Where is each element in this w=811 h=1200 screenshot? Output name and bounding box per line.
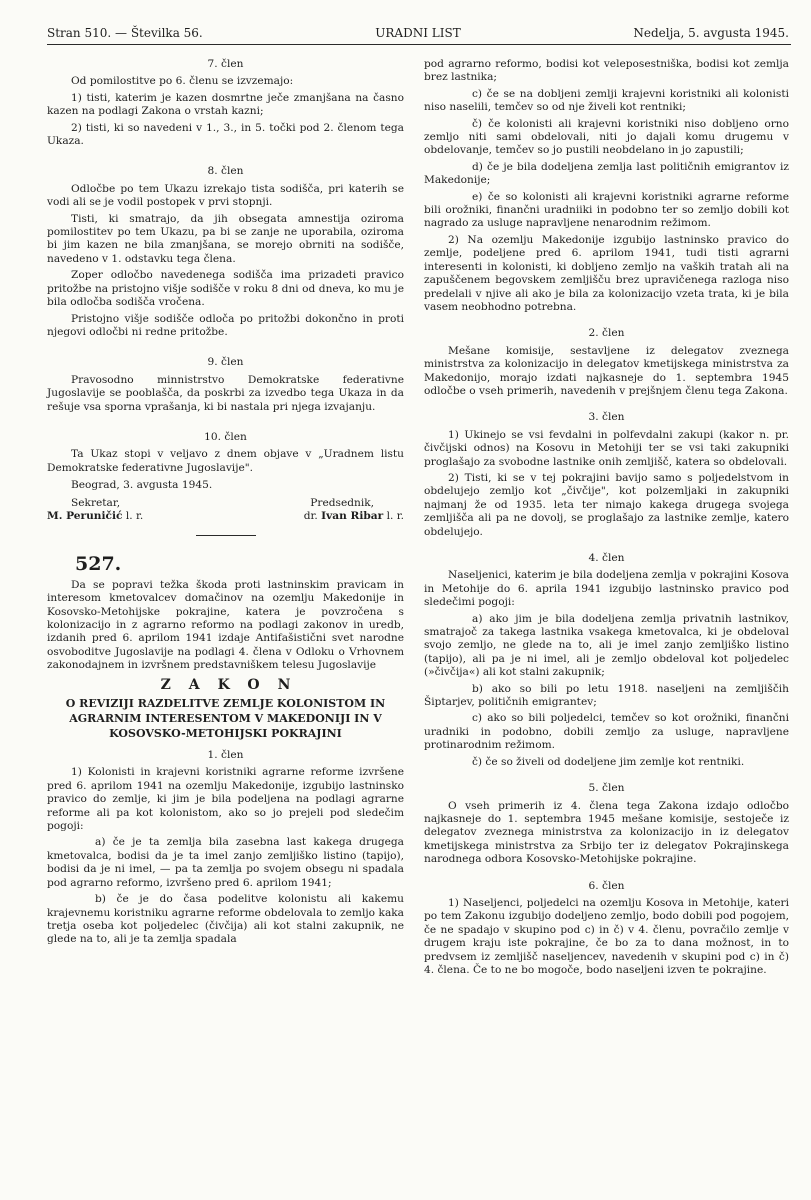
president-signature bbox=[304, 510, 404, 523]
article-1-item-d: d) če je bila dodeljena zemlja last političnih emigrantov iz Makedonije; bbox=[424, 160, 789, 187]
act-number: 527. bbox=[75, 553, 122, 576]
article-1-para-2: 2) Na ozemlju Makedonije izgubijo lastninsko pravico do zemlje, podeljene pred 6. aprilom 1941, tudi tisti agrarni interesenti in kolonisti, ki dobljeno zemljo na vaških tratah ali na zapuščenem begovskem zemljišču brez upravičenega razloga niso predelali v njive ali ako je bila za kolonizacijo vzeta trata, ki je bila vasem neobhodno potrebna. bbox=[424, 233, 789, 313]
article-10-title: 10. člen bbox=[204, 430, 247, 443]
article-6-para-1: 1) Naseljenci, poljedelci na ozemlju Kosova in Metohije, kateri po tem Zakonu izgubijo dodeljeno zemljo, bodo dobili pod pogojem, če ne spadajo v skupino pod c) in č) v 4. členu, povračilo zemlje v drugem kraju iste pokrajine, če bo za to dana možnost, in to predvsem iz zemljišč naseljencev, navedenih v skupini pod c) in č) 4. člena. Če to ne bo mogoče, bodo naseljeni izven te pokrajine. bbox=[424, 896, 789, 976]
president-prefix: dr. bbox=[303, 509, 322, 522]
page-number-issue: Stran 510. — Številka 56. bbox=[47, 26, 203, 40]
article-8-title: 8. člen bbox=[207, 165, 244, 178]
article-1-title: 1. člen bbox=[207, 749, 244, 762]
president-name: Ivan Ribar bbox=[321, 509, 384, 522]
article-1-item-a: a) če je ta zemlja bila zasebna last kakega drugega kmetovalca, bodisi da je ta imel zanjo zemljiško listino (tapijo), bodisi da je ni imel, — pa ta zemlja po svojem obsegu ni spadala pod agrarno reformo, izvršeno pred 6. aprilom 1941; bbox=[47, 836, 404, 889]
article-5-para-1: O vseh primerih iz 4. člena tega Zakona izdajo odločbo najkasneje do 1. septembra 1945 mešane komisije, sestoječe iz delegatov zveznega ministrstva za kolonizacijo in iz delegatov kmetijskega ministrstva za Srbijo ter iz delegatov Pokrajinskega narodnega odbora Kosovsko-Metohijske pokrajine. bbox=[424, 799, 789, 866]
article-1-item-b: b) če je do časa podelitve kolonistu ali kakemu krajevnemu koristniku agrarne reforme obdelovala to zemljo kaka tretja oseba kot poljedelec (čivčija) ali kot stalni zakupnik, ne glede na to, ali je ta zemlja spadala bbox=[47, 893, 404, 946]
article-5-title: 5. člen bbox=[588, 782, 625, 795]
signature-names bbox=[47, 510, 404, 523]
article-8-para-4: Pristojno višje sodišče odloča po pritožbi dokončno in proti njegovi odločbi ni redne pritožbe. bbox=[47, 312, 404, 338]
article-4-intro: Naseljenici, katerim je bila dodeljena zemlja v pokrajini Kosova in Metohije do 6. aprila 1941 izgubijo lastninsko pravico pod sledečimi pogoji: bbox=[424, 569, 789, 609]
secretary-signature bbox=[47, 510, 143, 523]
article-7-title: 7. člen bbox=[207, 58, 244, 70]
secretary-suffix: l. r. bbox=[122, 509, 144, 522]
article-6-title: 6. člen bbox=[588, 879, 625, 892]
article-1-item-e: e) če so kolonisti ali krajevni koristniki agrarne reforme bili orožniki, finančni uradniiki in podobno ter so zemljo dobili kot nagrado za usluge napravljene nenarodnim režimom. bbox=[424, 190, 789, 230]
article-1-item-cc: č) če kolonisti ali krajevni koristniki niso dobljeno orno zemljo niti sami obdelovali, niti jo dajali komu drugemu v obdelovanje, temčev so jo pustili neobdelano in jo zapustili; bbox=[424, 117, 789, 157]
article-7-intro: Od pomilostitve po 6. členu se izvzemajo: bbox=[71, 75, 294, 88]
article-1-para-1: 1) Kolonisti in krajevni koristniki agrarne reforme izvršene pred 6. aprilom 1941 na ozemlju Makedonije, izgubijo lastninsko pravico do zemlje, ki jim je bila podeljena na podlagi agrarne reforme ali pa kot kolonistom, ako so jo prejeli pod sledečim pogoji: bbox=[47, 766, 404, 833]
page-header bbox=[47, 24, 789, 42]
article-3-title: 3. člen bbox=[588, 411, 625, 424]
article-4-item-cc: č) če so živeli od dodeljene jim zemlje kot rentniki. bbox=[472, 755, 745, 768]
president-suffix: l. r. bbox=[383, 509, 404, 522]
header-rule bbox=[47, 44, 791, 45]
article-4-title: 4. člen bbox=[588, 552, 625, 564]
article-4-item-a: a) ako jim je bila dodeljena zemlja privatnih lastnikov, smatrajoč za takega lastnika vsakega kmetovalca, ki je obdeloval svojo zemljo, ne glede na to, ali je imel zanjo zemljiško listino (tapijo), ali pa je ni imel, ali je zemljo obdeloval kot poljedelec (»čivčija«) ali kot stalni zakupnik; bbox=[424, 612, 789, 679]
place-date: Beograd, 3. avgusta 1945. bbox=[71, 479, 213, 492]
article-1-item-c: c) če se na dobljeni zemlji krajevni koristniki ali kolonisti niso naselili, temčev so od nje živeli kot rentniki; bbox=[424, 87, 789, 114]
publication-title: URADNI LIST bbox=[375, 26, 461, 40]
article-9-title: 9. člen bbox=[207, 356, 244, 369]
left-column bbox=[47, 58, 404, 950]
right-column bbox=[424, 58, 789, 980]
zakon-title: O REVIZIJI RAZDELITVE ZEMLJE KOLONISTOM IN AGRARNIM INTERESENTOM V MAKEDONIJI IN V KOSOVSKO-METOHIJSKI POKRAJINI bbox=[65, 697, 386, 741]
president-role: Predsednik, bbox=[310, 496, 374, 509]
signature-roles bbox=[47, 497, 404, 510]
secretary-name: M. Peruničić bbox=[47, 509, 123, 522]
article-10-para-1: Ta Ukaz stopi v veljavo z dnem objave v „Uradnem listu Demokratske federativne Jugoslavije". bbox=[47, 448, 404, 474]
article-4-item-b: b) ako so bili po letu 1918. naseljeni na zemljiščih Šiptarjev, političnih emigrantev; bbox=[424, 682, 789, 709]
article-8-para-3: Zoper odločbo navedenega sodišča ima prizadeti pravico pritožbe na pristojno višje sodišče v roku 8 dni od dneva, ko mu je bila odločba sodišča vročena. bbox=[47, 269, 404, 309]
section-divider bbox=[196, 535, 256, 536]
article-3-para-2: 2) Tisti, ki se v tej pokrajini bavijo samo s poljedelstvom in obdelujejo zemljo kot „čivčije", kot polzemljaki in zakupniki najmanj že od 1935. leta ter nimajo kakega drugega svojega zemljišča ali pa ne dovolj, se proglašajo za lastnike zemlje, katero obdelujejo. bbox=[424, 471, 789, 538]
article-2-para-1: Mešane komisije, sestavljene iz delegatov zveznega ministrstva za kolonizacijo in delegatov kmetijskega ministrstva za Makedonijo, morajo izdati najkasneje do 1. septembra 1945 odločbe o vseh primerih, navedenih v prejšnjem členu tega Zakona. bbox=[424, 344, 789, 397]
article-8-para-1: Odločbe po tem Ukazu izrekajo tista sodišča, pri katerih se vodi ali se je vodil postopek v prvi stopnji. bbox=[47, 182, 404, 209]
article-8-para-2: Tisti, ki smatrajo, da jih obsegata amnestija oziroma pomilostitev po tem Ukazu, pa bi se zanje ne uporabila, oziroma bi jim kazen ne bila zmanjšana, se morejo obrniti na sodišče, navedeno v 1. odstavku tega člena. bbox=[47, 212, 404, 265]
article-1-item-b-continued: pod agrarno reformo, bodisi kot veleposestniška, bodisi kot zemlja brez lastnika; bbox=[424, 58, 789, 84]
secretary-role: Sekretar, bbox=[71, 496, 121, 509]
article-9-para-1: Pravosodno minnistrstvo Demokratske federativne Jugoslavije se pooblašča, da poskrbi za izvedbo tega Ukaza in da rešuje vsa sporna vprašanja, ki bi nastala pri njega izvajanju. bbox=[47, 373, 404, 413]
publication-date: Nedelja, 5. avgusta 1945. bbox=[633, 26, 789, 40]
act-preamble: Da se popravi težka škoda proti lastninskim pravicam in interesom kmetovalcev domačinov na ozemlju Makedonije in Kosovsko-Metohijske pokrajine, katera je povzročena s kolonizacijo in z agrarno reformo na podlagi zakonov in uredb, izdanih pred 6. aprilom 1941 izdaje Antifašistični svet narodne osvoboditve Jugoslavije na podlagi 4. člena v Odloku o Vrhovnem zakonodajnem in izvršnem predstavniškem telesu Jugoslavije bbox=[47, 578, 404, 672]
article-3-para-1: 1) Ukinejo se vsi fevdalni in polfevdalni zakupi (kakor n. pr. čivčijski odnos) na Kosovu in Metohiji ter se vsi taki zakupniki proglašajo za svobodne lastnike onih zemljišč, katera so obdelovali. bbox=[424, 428, 789, 468]
article-7-item-1: 1) tisti, katerim je kazen dosmrtne ječe zmanjšana na časno kazen na podlagi Zakona o vrstah kazni; bbox=[47, 91, 404, 118]
article-4-item-c: c) ako so bili poljedelci, temčev so kot orožniki, finančni uradniki in podobno, dobili zemljo za usluge, napravljene protinarodnim režimom. bbox=[424, 712, 789, 752]
article-2-title: 2. člen bbox=[588, 327, 625, 340]
article-7-item-2: 2) tisti, ki so navedeni v 1., 3., in 5. točki pod 2. členom tega Ukaza. bbox=[47, 121, 404, 148]
zakon-heading: ZAKON bbox=[160, 676, 309, 693]
